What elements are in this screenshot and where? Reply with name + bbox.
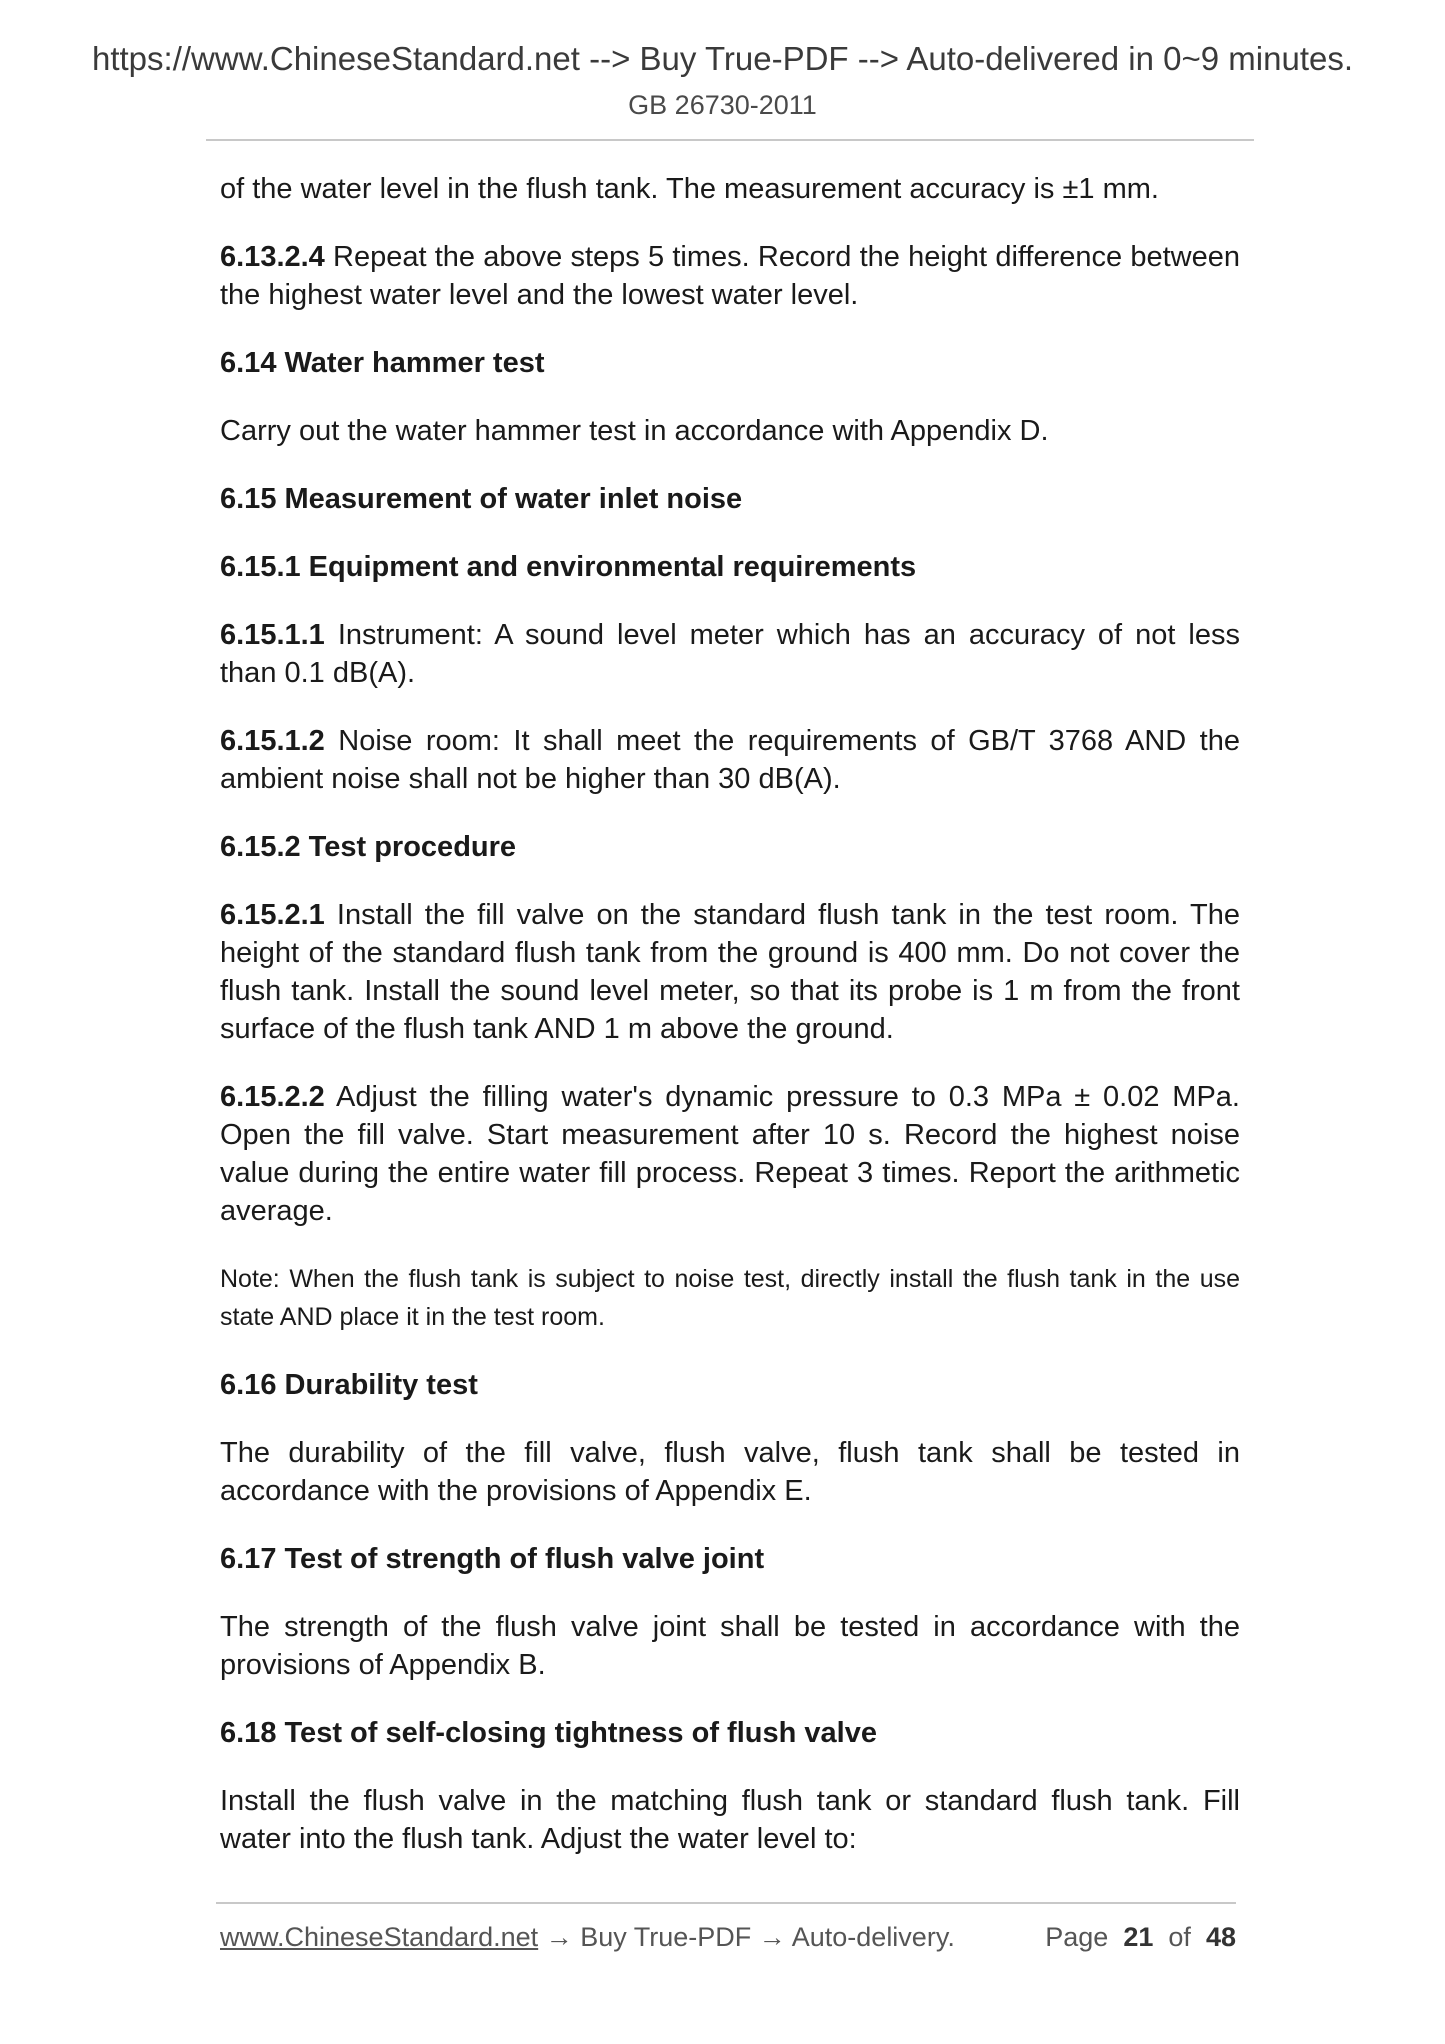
clause-number: 6.13.2.4 <box>220 241 325 273</box>
heading-6-18: 6.18 Test of self-closing tightness of flush valve <box>220 1717 877 1749</box>
clause-text: Noise room: It shall meet the requirements of GB/T 3768 AND the ambient noise shall not be higher than 30 dB(A). <box>220 725 1240 795</box>
clause-text: Install the fill valve on the standard flush tank in the test room. The height of the standard flush tank from the ground is 400 mm. Do not cover the flush tank. Install the sound level meter, so that its probe is 1 m from the front surface of the flush tank AND 1 m above the ground. <box>220 899 1240 1045</box>
clause-number: 6.15.2.2 <box>220 1081 325 1113</box>
clause-number: 6.15.2.1 <box>220 899 325 931</box>
standard-code: GB 26730-2011 <box>628 90 817 120</box>
clause-6-15-1-2 <box>220 722 1240 798</box>
footer-divider <box>216 1902 1236 1904</box>
footer-tagline: → Buy True-PDF → Auto-delivery. <box>538 1922 955 1952</box>
heading-6-17: 6.17 Test of strength of flush valve joint <box>220 1543 765 1575</box>
clause-text: Repeat the above steps 5 times. Record the height difference between the highest water level and the lowest water level. <box>220 241 1240 311</box>
footer-left <box>220 1922 955 1952</box>
paragraph-continuation: of the water level in the flush tank. The measurement accuracy is ±1 mm. <box>220 173 1159 205</box>
paragraph-durability: The durability of the fill valve, flush valve, flush tank shall be tested in accordance with the provisions of Appendix E. <box>220 1437 1240 1507</box>
heading-6-15-2: 6.15.2 Test procedure <box>220 831 517 863</box>
paragraph-joint-strength: The strength of the flush valve joint shall be tested in accordance with the provisions of Appendix B. <box>220 1611 1240 1681</box>
site-link[interactable]: www.ChineseStandard.net <box>220 1922 539 1952</box>
note: Note: When the flush tank is subject to noise test, directly install the flush tank in the use state AND place it in the test room. <box>220 1265 1240 1331</box>
page-content <box>220 170 1240 1888</box>
clause-6-13-2-4 <box>220 238 1240 314</box>
clause-6-15-2-2 <box>220 1078 1240 1230</box>
heading-6-14: 6.14 Water hammer test <box>220 347 545 379</box>
heading-6-16: 6.16 Durability test <box>220 1369 478 1401</box>
heading-6-15-1: 6.15.1 Equipment and environmental requirements <box>220 551 917 583</box>
header-divider <box>206 139 1254 141</box>
page-label: Page <box>1045 1922 1109 1952</box>
clause-text: Instrument: A sound level meter which has an accuracy of not less than 0.1 dB(A). <box>220 619 1240 689</box>
heading-6-15: 6.15 Measurement of water inlet noise <box>220 483 743 515</box>
paragraph-self-closing: Install the flush valve in the matching flush tank or standard flush tank. Fill water into the flush tank. Adjust the water level to: <box>220 1785 1240 1855</box>
clause-6-15-2-1 <box>220 896 1240 1048</box>
clause-number: 6.15.1.2 <box>220 725 325 757</box>
footer <box>220 1922 1236 1953</box>
header-url-line: https://www.ChineseStandard.net --> Buy True-PDF --> Auto-delivered in 0~9 minutes. <box>91 40 1354 77</box>
page-total: 48 <box>1205 1922 1236 1952</box>
paragraph-water-hammer: Carry out the water hammer test in accordance with Appendix D. <box>220 415 1049 447</box>
page-indicator <box>1045 1922 1236 1953</box>
page-current: 21 <box>1123 1922 1154 1952</box>
clause-6-15-1-1 <box>220 616 1240 692</box>
clause-text: Adjust the filling water's dynamic pressure to 0.3 MPa ± 0.02 MPa. Open the fill valve. Start measurement after 10 s. Record the highest noise value during the entire water fill process. Repeat 3 times. Report the arithmetic average. <box>220 1081 1240 1227</box>
clause-number: 6.15.1.1 <box>220 619 325 651</box>
page-of: of <box>1168 1922 1191 1952</box>
